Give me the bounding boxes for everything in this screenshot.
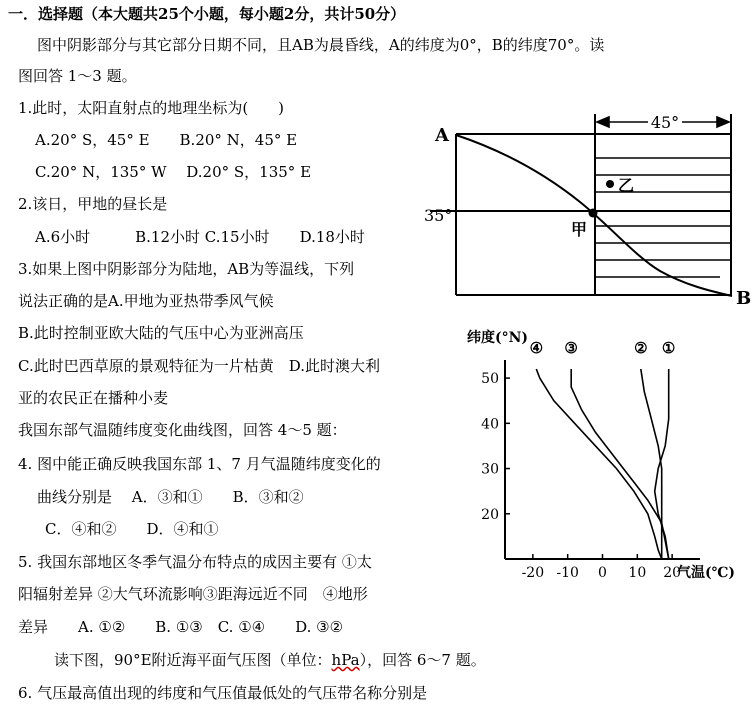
q1-3-intro-line2: 图回答 1～3 题。 bbox=[18, 67, 137, 85]
section-title: 一．选择题（本大题共25个小题，每小题2分，共计50分） bbox=[8, 5, 406, 23]
lon-span-label: 45° bbox=[650, 113, 680, 132]
q4-line2: 曲线分别是 A．③和① B．③和② bbox=[37, 488, 304, 506]
series-label-2: ③ bbox=[564, 339, 578, 357]
q6-7-intro-unit: hPa bbox=[331, 651, 360, 669]
y-tick-label-20: 20 bbox=[481, 506, 499, 523]
q6-7-intro-post: ），回答 6～7 题。 bbox=[359, 651, 486, 669]
x-tick-label-10: 10 bbox=[628, 565, 647, 581]
jia-label: 甲 bbox=[571, 220, 588, 239]
jia-point bbox=[589, 209, 598, 218]
chart-xlabel: 气温(℃) bbox=[677, 565, 736, 581]
q6-7-intro bbox=[54, 650, 486, 670]
temperature-latitude-chart bbox=[455, 322, 750, 584]
series-label-3: ② bbox=[634, 339, 648, 357]
q4-line3: C．④和② D．④和① bbox=[45, 520, 219, 538]
q3-line1: 3.如果上图中阴影部分为陆地，AB为等温线，下列 bbox=[18, 260, 355, 278]
q1-stem: 1.此时，太阳直射点的地理坐标为( ) bbox=[18, 99, 285, 117]
lat-label: 35° bbox=[424, 206, 453, 225]
q4-5-intro: 我国东部气温随纬度变化曲线图，回答 4～5 题： bbox=[18, 421, 347, 439]
terminator-diagram bbox=[420, 108, 756, 313]
q3-line5: 亚的农民正在播种小麦 bbox=[18, 389, 169, 407]
q1-options-ab: A.20° S，45° E B.20° N，45° E bbox=[35, 131, 298, 149]
y-tick-label-50: 50 bbox=[481, 371, 499, 388]
label-b: B bbox=[736, 288, 752, 309]
label-a: A bbox=[435, 125, 449, 146]
q2-options: A.6小时 B.12小时 C.15小时 D.18小时 bbox=[35, 228, 365, 246]
q1-options-cd: C.20° N，135° W D.20° S，135° E bbox=[35, 163, 312, 181]
y-tick-label-30: 30 bbox=[481, 461, 499, 478]
q6-7-intro-pre: 读下图，90°E附近海平面气压图（单位： bbox=[54, 651, 332, 669]
q3-line4: C.此时巴西草原的景观特征为一片枯黄 D.此时澳大利 bbox=[18, 357, 380, 375]
series-line-1 bbox=[536, 369, 661, 559]
series-label-1: ④ bbox=[529, 339, 544, 357]
series-label-4: ① bbox=[661, 339, 676, 357]
x-tick-label-20: 20 bbox=[663, 565, 682, 581]
x-tick-label--20: -20 bbox=[521, 565, 545, 581]
q4-line1: 4. 图中能正确反映我国东部 1、7 月气温随纬度变化的 bbox=[18, 455, 381, 473]
q2-stem: 2.该日，甲地的昼长是 bbox=[18, 195, 168, 213]
q5-line1: 5. 我国东部地区冬季气温分布特点的成因主要有 ①太 bbox=[18, 553, 372, 571]
x-tick-label--10: -10 bbox=[556, 565, 579, 581]
series-line-2 bbox=[571, 369, 669, 559]
q3-line3: B.此时控制亚欧大陆的气压中心为亚洲高压 bbox=[18, 324, 304, 342]
yi-point bbox=[606, 180, 614, 188]
q6-stem: 6. 气压最高值出现的纬度和气压值最低处的气压带名称分别是 bbox=[18, 684, 428, 702]
chart-ylabel: 纬度(°N) bbox=[467, 330, 529, 346]
q3-line2: 说法正确的是A.甲地为亚热带季风气候 bbox=[18, 292, 274, 310]
q5-line2: 阳辐射差异 ②大气环流影响③距海远近不同 ④地形 bbox=[18, 585, 368, 603]
x-tick-label-0: 0 bbox=[598, 565, 607, 581]
q1-3-intro-line1: 图中阴影部分与其它部分日期不同，且AB为晨昏线，A的纬度为0°，B的纬度70°。读 bbox=[37, 36, 605, 54]
q5-line3: 差异 A. ①② B. ①③ C. ①④ D. ③② bbox=[18, 618, 344, 636]
y-tick-label-40: 40 bbox=[481, 416, 499, 433]
yi-label: 乙 bbox=[618, 176, 635, 195]
series-line-3 bbox=[641, 369, 662, 559]
